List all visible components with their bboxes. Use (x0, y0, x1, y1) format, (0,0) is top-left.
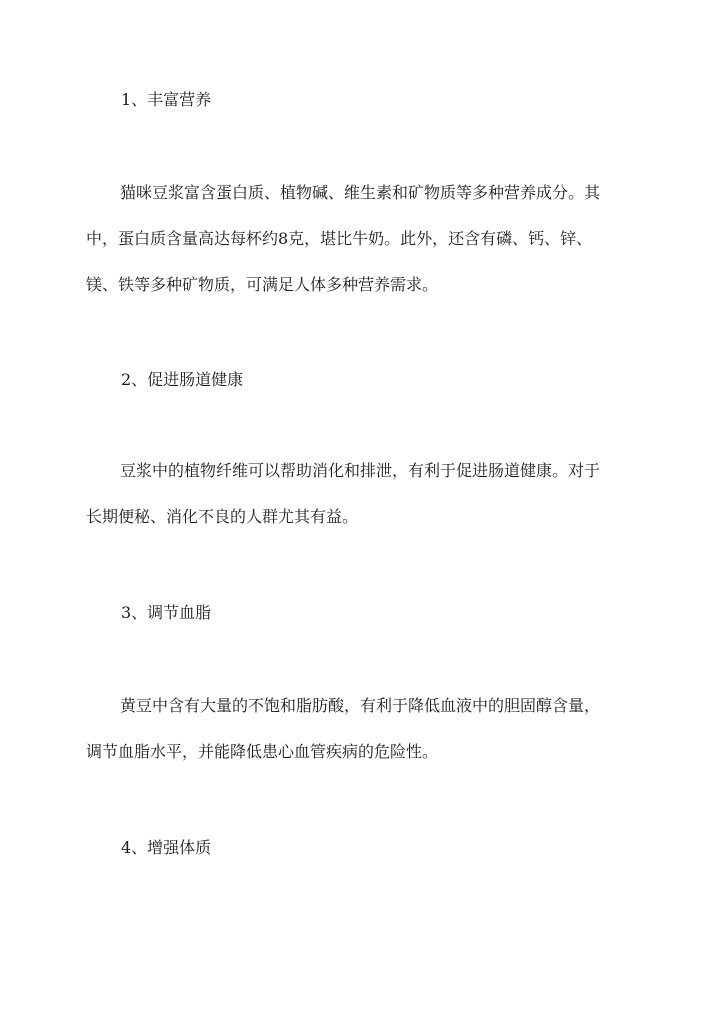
paragraph-line: 猫咪豆浆富含蛋白质、植物碱、维生素和矿物质等多种营养成分。其 (120, 183, 601, 202)
section-paragraph-3 (86, 683, 638, 775)
section-paragraph-2 (86, 448, 638, 540)
paragraph-line: 豆浆中的植物纤维可以帮助消化和排泄，有利于促进肠道健康。对于 (120, 461, 601, 480)
paragraph-line: 镁、铁等多种矿物质，可满足人体多种营养需求。 (86, 275, 439, 294)
section-paragraph-1 (86, 170, 638, 308)
paragraph-line: 中，蛋白质含量高达每杯约8克，堪比牛奶。此外，还含有磷、钙、锌、 (86, 229, 593, 248)
section-heading-4: 4、增强体质 (121, 838, 212, 857)
section-heading-1: 1、丰富营养 (121, 90, 212, 109)
paragraph-line: 长期便秘、消化不良的人群尤其有益。 (86, 507, 359, 526)
paragraph-line: 调节血脂水平，并能降低患心血管疾病的危险性。 (86, 742, 439, 761)
section-heading-2: 2、促进肠道健康 (121, 370, 244, 389)
paragraph-line: 黄豆中含有大量的不饱和脂肪酸，有利于降低血液中的胆固醇含量， (120, 696, 601, 715)
section-heading-3: 3、调节血脂 (121, 603, 212, 622)
